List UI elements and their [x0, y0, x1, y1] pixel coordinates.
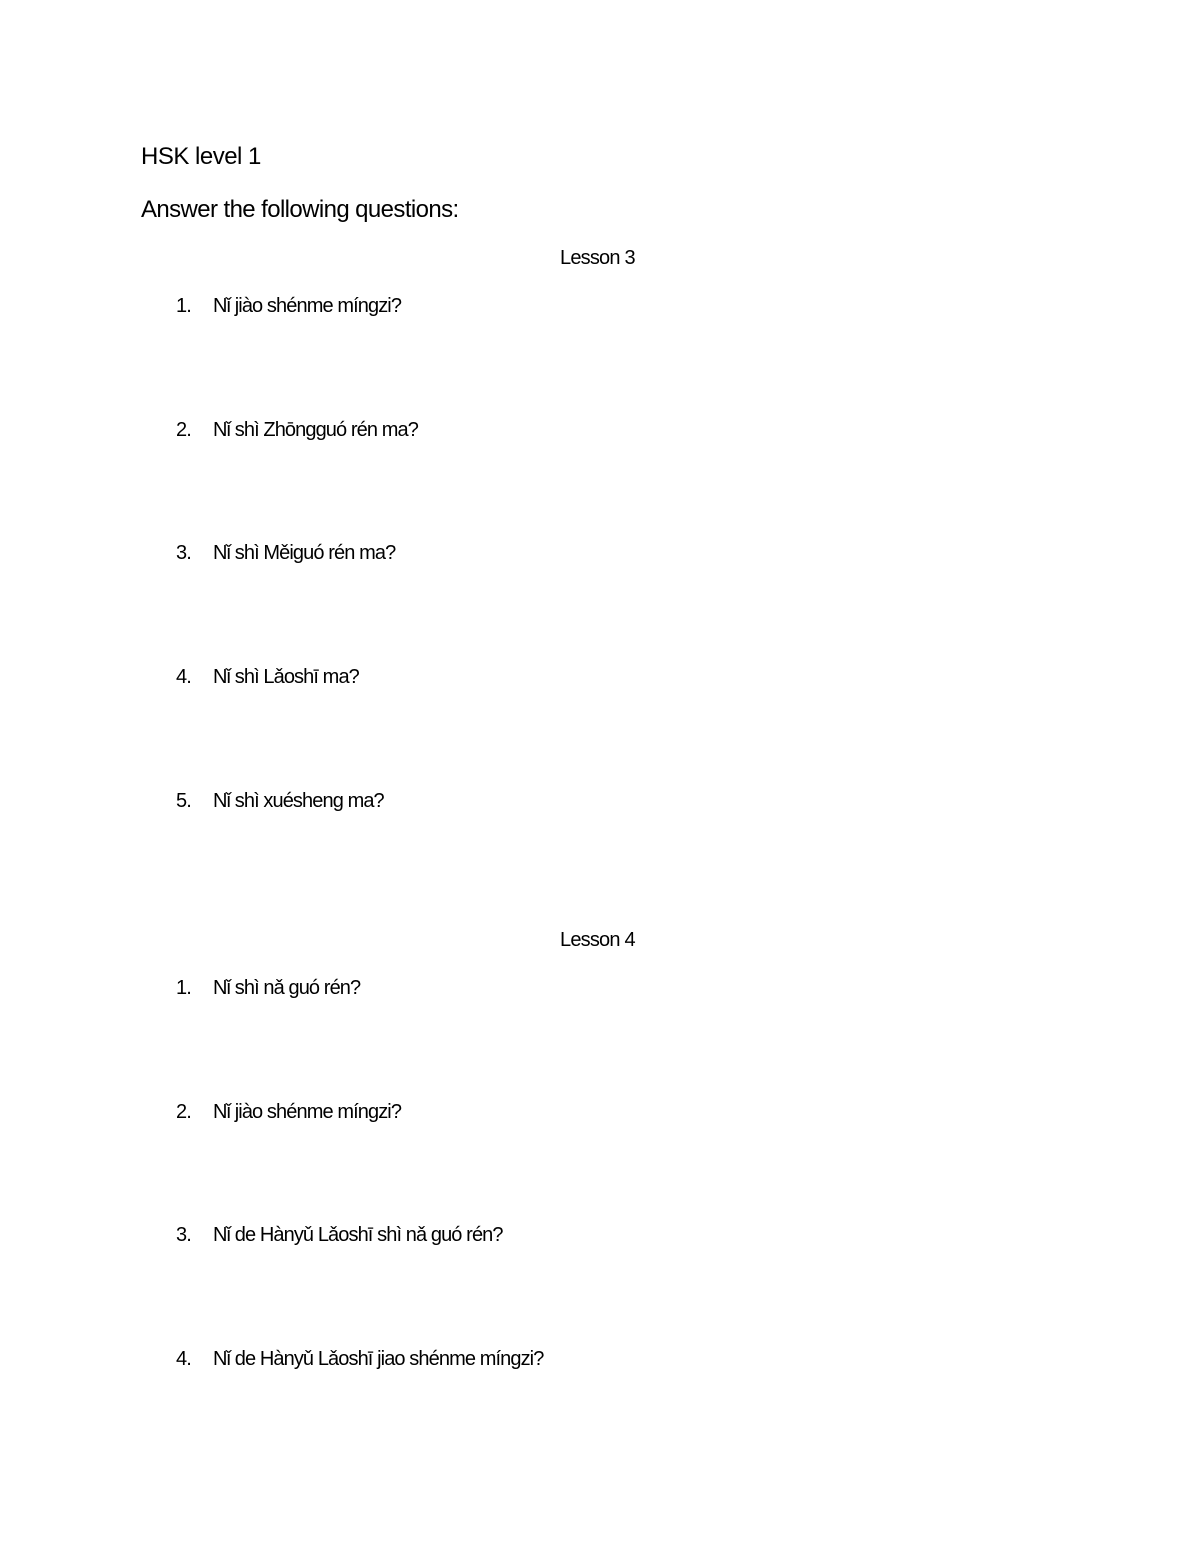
question-text: Nǐ jiào shénme míngzi?	[213, 1101, 402, 1123]
lesson-4-question-1	[176, 977, 360, 1000]
question-number: 2.	[176, 1101, 191, 1123]
lesson-4-question-3	[176, 1224, 503, 1247]
question-text: Nǐ shì Zhōngguó rén ma?	[213, 419, 418, 441]
question-text: Nǐ shì nǎ guó rén?	[213, 977, 361, 999]
lesson-3-question-4	[176, 666, 359, 689]
document-title: HSK level 1	[141, 143, 261, 170]
instructions: Answer the following questions:	[141, 196, 459, 223]
question-text: Nǐ shì Měiguó rén ma?	[213, 542, 396, 564]
lesson-4-question-4	[176, 1348, 543, 1371]
question-number: 3.	[176, 1224, 191, 1246]
question-text: Nǐ shì Lǎoshī ma?	[213, 666, 359, 688]
lesson-3-question-3	[176, 542, 395, 565]
question-number: 2.	[176, 419, 191, 441]
lesson-3-heading: Lesson 3	[560, 247, 635, 269]
question-number: 1.	[176, 295, 191, 317]
lesson-3-question-5	[176, 790, 384, 813]
lesson-3-question-1	[176, 295, 401, 318]
question-number: 1.	[176, 977, 191, 999]
question-text: Nǐ de Hànyǔ Lǎoshī jiao shénme míngzi?	[213, 1348, 544, 1370]
question-text: Nǐ de Hànyǔ Lǎoshī shì nǎ guó rén?	[213, 1224, 503, 1246]
question-number: 5.	[176, 790, 191, 812]
lesson-3-question-2	[176, 419, 418, 442]
lesson-4-question-2	[176, 1101, 401, 1124]
question-number: 4.	[176, 666, 191, 688]
question-number: 3.	[176, 542, 191, 564]
question-text: Nǐ shì xuésheng ma?	[213, 790, 384, 812]
question-number: 4.	[176, 1348, 191, 1370]
lesson-4-heading: Lesson 4	[560, 929, 635, 951]
question-text: Nǐ jiào shénme míngzi?	[213, 295, 402, 317]
